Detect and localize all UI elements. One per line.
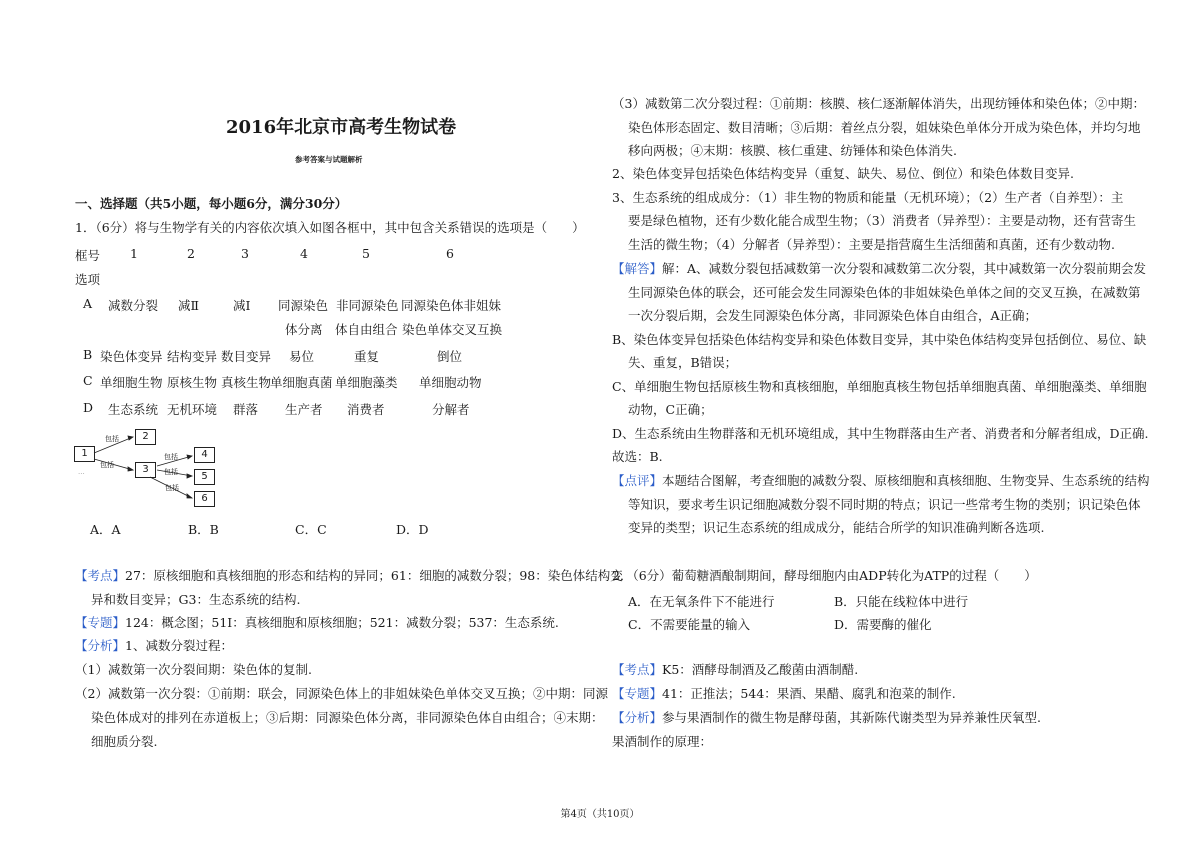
fenxi-text: 参与果酒制作的微生物是酵母菌，其新陈代谢类型为异养兼性厌氧型. bbox=[662, 710, 1041, 725]
table-cell: 减Ⅱ bbox=[178, 298, 199, 313]
fenxi-text: 1、减数分裂过程： bbox=[125, 638, 233, 653]
q2-option: C．不需要能量的输入 bbox=[628, 617, 751, 632]
kaodian-text: 27：原核细胞和真核细胞的形态和结构的异同；61：细胞的减数分裂；98：染色体结构变 bbox=[125, 568, 623, 583]
table-cell: 重复 bbox=[354, 349, 380, 364]
q2-zhuanti bbox=[612, 686, 956, 702]
table-cell: 单细胞真菌 bbox=[270, 375, 333, 390]
zhuanti-text: 124：概念图；51I：真核细胞和原核细胞；521：减数分裂；537：生态系统. bbox=[125, 615, 559, 630]
q1-jieda-c: C、单细胞生物包括原核生物和真核细胞，单细胞真核生物包括单细胞真菌、单细胞藻类、单细胞 bbox=[612, 379, 1147, 394]
table-cell: 单细胞生物 bbox=[100, 375, 163, 390]
q2-option: A．在无氧条件下不能进行 bbox=[628, 594, 775, 609]
diagram-box-2: 2 bbox=[135, 429, 156, 445]
q1-jieda bbox=[612, 261, 1146, 277]
table-head-num: 1 bbox=[130, 246, 138, 261]
table-cell: 消费者 bbox=[347, 402, 385, 417]
diagram-box-5: 5 bbox=[194, 469, 215, 485]
table-cell: 染色体变异 bbox=[100, 349, 163, 364]
table-cell: 分解者 bbox=[432, 402, 470, 417]
jieda-text: 解：A、减数分裂包括减数第一次分裂和减数第二次分裂，其中减数第一次分裂前期会发 bbox=[662, 261, 1147, 276]
q2-option: D．需要酶的催化 bbox=[834, 617, 932, 632]
table-cell: 生产者 bbox=[285, 402, 323, 417]
table-cell: 染色单体交叉互换 bbox=[402, 322, 503, 337]
kaodian-tag: 【考点】 bbox=[75, 568, 126, 583]
table-cell: 真核生物 bbox=[221, 375, 272, 390]
kaodian-text: K5：酒酵母制酒及乙酸菌由酒制醋. bbox=[662, 662, 859, 677]
q1-dianping-cont: 变异的类型；识记生态系统的组成成分，能结合所学的知识准确判断各选项. bbox=[628, 520, 1045, 535]
q1-jieda-d: D、生态系统由生物群落和无机环境组成，其中生物群落由生产者、消费者和分解者组成，D正确. bbox=[612, 426, 1149, 441]
q1-p1: （1）减数第一次分裂间期：染色体的复制. bbox=[75, 662, 312, 677]
diagram-label: 包括 bbox=[164, 453, 178, 461]
diagram-box-6: 6 bbox=[194, 491, 215, 507]
row-letter: D bbox=[83, 400, 94, 415]
table-cell: 单细胞藻类 bbox=[335, 375, 398, 390]
q1-kaodian-cont: 异和数目变异；G3：生态系统的结构. bbox=[91, 592, 301, 607]
option: A．A bbox=[90, 522, 121, 537]
zhuanti-tag: 【专题】 bbox=[75, 615, 126, 630]
q1-p5-cont: 要是绿色植物，还有少数化能合成型生物；（3）消费者（异养型）：主要是动物，还有营寄生 bbox=[628, 213, 1136, 228]
table-head-num: 2 bbox=[187, 246, 195, 261]
table-cell: 单细胞动物 bbox=[419, 375, 482, 390]
q1-p2: （2）减数第一次分裂：①前期：联会，同源染色体上的非姐妹染色单体交叉互换；②中期：同源 bbox=[75, 686, 608, 701]
diagram-label: 包括 bbox=[164, 468, 178, 476]
q1-jieda-b-cont: 失、重复，B错误； bbox=[628, 355, 738, 370]
q1-dianping bbox=[612, 473, 1150, 489]
kaodian-tag: 【考点】 bbox=[612, 662, 663, 677]
table-cell: 群落 bbox=[233, 402, 259, 417]
dianping-tag: 【点评】 bbox=[612, 473, 663, 488]
fenxi-tag: 【分析】 bbox=[75, 638, 126, 653]
row-letter: B bbox=[83, 347, 93, 362]
zhuanti-tag: 【专题】 bbox=[612, 686, 663, 701]
table-head-num: 6 bbox=[446, 246, 454, 261]
table-head-label: 框号 bbox=[75, 248, 101, 263]
table-cell: 易位 bbox=[289, 349, 315, 364]
table-cell: 减数分裂 bbox=[108, 298, 159, 313]
q1-jieda-cont: 一次分裂后期，会发生同源染色体分离，非同源染色体自由组合，A正确； bbox=[628, 308, 1038, 323]
q1-p4: 2、染色体变异包括染色体结构变异（重复、缺失、易位、倒位）和染色体数目变异. bbox=[612, 166, 1074, 181]
q1-dianping-cont: 等知识，要求考生识记细胞减数分裂不同时期的特点；识记一些常考生物的类别；识记染色体 bbox=[628, 497, 1141, 512]
option: C．C bbox=[295, 522, 327, 537]
table-cell: 原核生物 bbox=[167, 375, 218, 390]
q1-p2-cont: 染色体成对的排列在赤道板上；③后期：同源染色体分离，非同源染色体自由组合；④末期： bbox=[91, 710, 604, 725]
q1-jieda-b: B、染色体变异包括染色体结构变异和染色体数目变异，其中染色体结构变异包括倒位、易位、缺 bbox=[612, 332, 1147, 347]
q1-answer: 故选：B. bbox=[612, 449, 663, 464]
row-letter: C bbox=[83, 373, 93, 388]
q1-jieda-c-cont: 动物，C正确； bbox=[628, 402, 713, 417]
q1-stem: 1．（6分）将与生物学有关的内容依次填入如图各框中，其中包含关系错误的选项是（ ） bbox=[75, 220, 585, 235]
q2-fenxi bbox=[612, 710, 1041, 726]
q1-p3-cont: 移向两极；④末期：核膜、核仁重建、纺锤体和染色体消失. bbox=[628, 143, 957, 158]
q2-last: 果酒制作的原理： bbox=[612, 734, 713, 749]
diagram-box-4: 4 bbox=[194, 447, 215, 463]
diagram-label: 包括 bbox=[100, 461, 114, 469]
q1-kaodian bbox=[75, 568, 623, 584]
q2-kaodian bbox=[612, 662, 858, 678]
table-cell: 数目变异 bbox=[221, 349, 272, 364]
table-cell: 同源染色 bbox=[278, 298, 329, 313]
q1-p5: 3、生态系统的组成成分：（1）非生物的物质和能量（无机环境）；（2）生产者（自养型）：主 bbox=[612, 190, 1124, 205]
zhuanti-text: 41：正推法；544：果酒、果醋、腐乳和泡菜的制作. bbox=[662, 686, 956, 701]
option: B．B bbox=[188, 522, 219, 537]
fenxi-tag: 【分析】 bbox=[612, 710, 663, 725]
table-cell: 体自由组合 bbox=[335, 322, 398, 337]
q1-p2-cont: 细胞质分裂. bbox=[91, 734, 158, 749]
option: D．D bbox=[396, 522, 429, 537]
table-cell: 倒位 bbox=[437, 349, 463, 364]
q2-stem: 2．（6分）葡萄糖酒酿制期间，酵母细胞内由ADP转化为ATP的过程（ ） bbox=[612, 568, 1037, 583]
table-cell: 减Ⅰ bbox=[233, 298, 251, 313]
dianping-text: 本题结合图解，考查细胞的减数分裂、原核细胞和真核细胞、生物变异、生态系统的结构 bbox=[662, 473, 1150, 488]
diagram-box-1: 1 bbox=[74, 446, 95, 462]
table-cell: 非同源染色 bbox=[336, 298, 399, 313]
q1-p3: （3）减数第二次分裂过程：①前期：核膜、核仁逐渐解体消失，出现纺锤体和染色体；②中期： bbox=[612, 96, 1145, 111]
table-head-num: 3 bbox=[241, 246, 249, 261]
page-title: 2016年北京市高考生物试卷 bbox=[226, 117, 457, 138]
q2-option: B．只能在线粒体中进行 bbox=[834, 594, 969, 609]
jieda-tag: 【解答】 bbox=[612, 261, 663, 276]
q1-p3-cont: 染色体形态固定、数目清晰；③后期：着丝点分裂，姐妹染色单体分开成为染色体，并均匀地 bbox=[628, 120, 1141, 135]
table-cell: 生态系统 bbox=[108, 402, 159, 417]
section-heading: 一、选择题（共5小题，每小题6分，满分30分） bbox=[75, 196, 348, 211]
diagram-box-3: 3 bbox=[135, 462, 156, 478]
diagram-label: 包括 bbox=[105, 435, 119, 443]
q1-zhuanti bbox=[75, 615, 559, 631]
row-letter: A bbox=[83, 296, 93, 311]
page-footer: 第4页（共10页） bbox=[560, 809, 640, 820]
table-cell: 体分离 bbox=[285, 322, 323, 337]
table-row-label: 选项 bbox=[75, 272, 101, 287]
table-head-num: 4 bbox=[300, 246, 308, 261]
table-cell: 结构变异 bbox=[167, 349, 218, 364]
q1-p5-cont: 生活的微生物；（4）分解者（异养型）：主要是指营腐生生活细菌和真菌，还有少数动物. bbox=[628, 237, 1115, 252]
table-cell: 同源染色体非姐妹 bbox=[401, 298, 502, 313]
page-subtitle: 参考答案与试题解析 bbox=[295, 155, 363, 164]
table-head-num: 5 bbox=[362, 246, 370, 261]
table-cell: 无机环境 bbox=[167, 402, 218, 417]
diagram-label: 包括 bbox=[165, 484, 179, 492]
q1-jieda-cont: 生同源染色体的联会，还可能会发生同源染色体的非姐妹染色单体之间的交叉互换，在减数第 bbox=[628, 285, 1141, 300]
q1-fenxi bbox=[75, 638, 233, 654]
diagram-faint-text: ... bbox=[78, 468, 85, 476]
